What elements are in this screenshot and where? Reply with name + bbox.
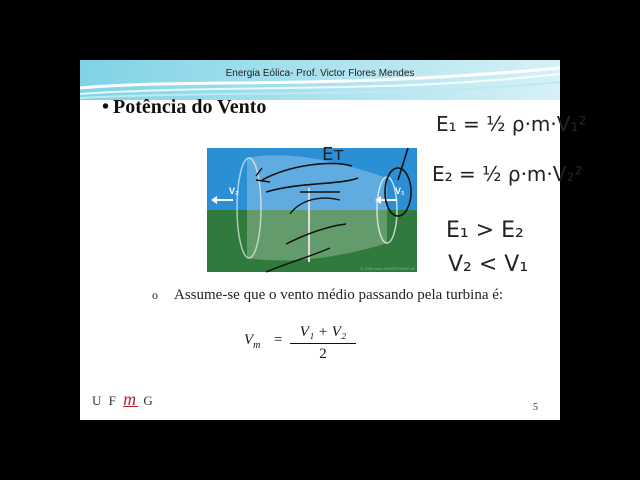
- header-banner: [80, 60, 560, 100]
- figure-credit: © 1996 www.WINDPOWER.dk: [360, 266, 415, 271]
- heading-text: Potência do Vento: [113, 96, 267, 118]
- formula-lhs: $V_m$: [244, 332, 261, 351]
- average-wind-formula: [244, 324, 347, 362]
- formula-fraction: [290, 324, 356, 363]
- ufmg-logo: U F m G: [92, 389, 155, 409]
- wind-tube-figure: [207, 148, 417, 272]
- formula-numerator: V₁ + V₂: [290, 324, 356, 344]
- page-number: 5: [533, 402, 538, 413]
- header-title: Energia Eólica- Prof. Victor Flores Mendes: [225, 68, 415, 79]
- formula-denominator: 2: [319, 346, 327, 362]
- bullet-marker: o: [152, 288, 158, 302]
- handwritten-velocity-inequality: V₂ < V₁: [448, 252, 529, 277]
- figure-label-v2: V₂: [229, 186, 240, 196]
- slide-heading: [102, 96, 266, 119]
- slide: [80, 60, 560, 420]
- bullet-text: Assume-se que o vento médio passando pela turbina é:: [174, 287, 504, 303]
- formula-equals: =: [274, 332, 283, 348]
- handwritten-energy-inequality: E₁ > E₂: [446, 218, 524, 243]
- handwritten-e2-equation: E₂ = ½ ρ·m·V₂²: [432, 162, 583, 186]
- handwritten-e1-equation: E₁ = ½ ρ·m·V₁²: [436, 112, 587, 136]
- handwritten-et-label: Eᴛ: [322, 144, 344, 165]
- bullet-dot: •: [102, 96, 110, 118]
- figure-label-v1: V₁: [395, 186, 405, 196]
- wind-tube-illustration: [207, 148, 417, 272]
